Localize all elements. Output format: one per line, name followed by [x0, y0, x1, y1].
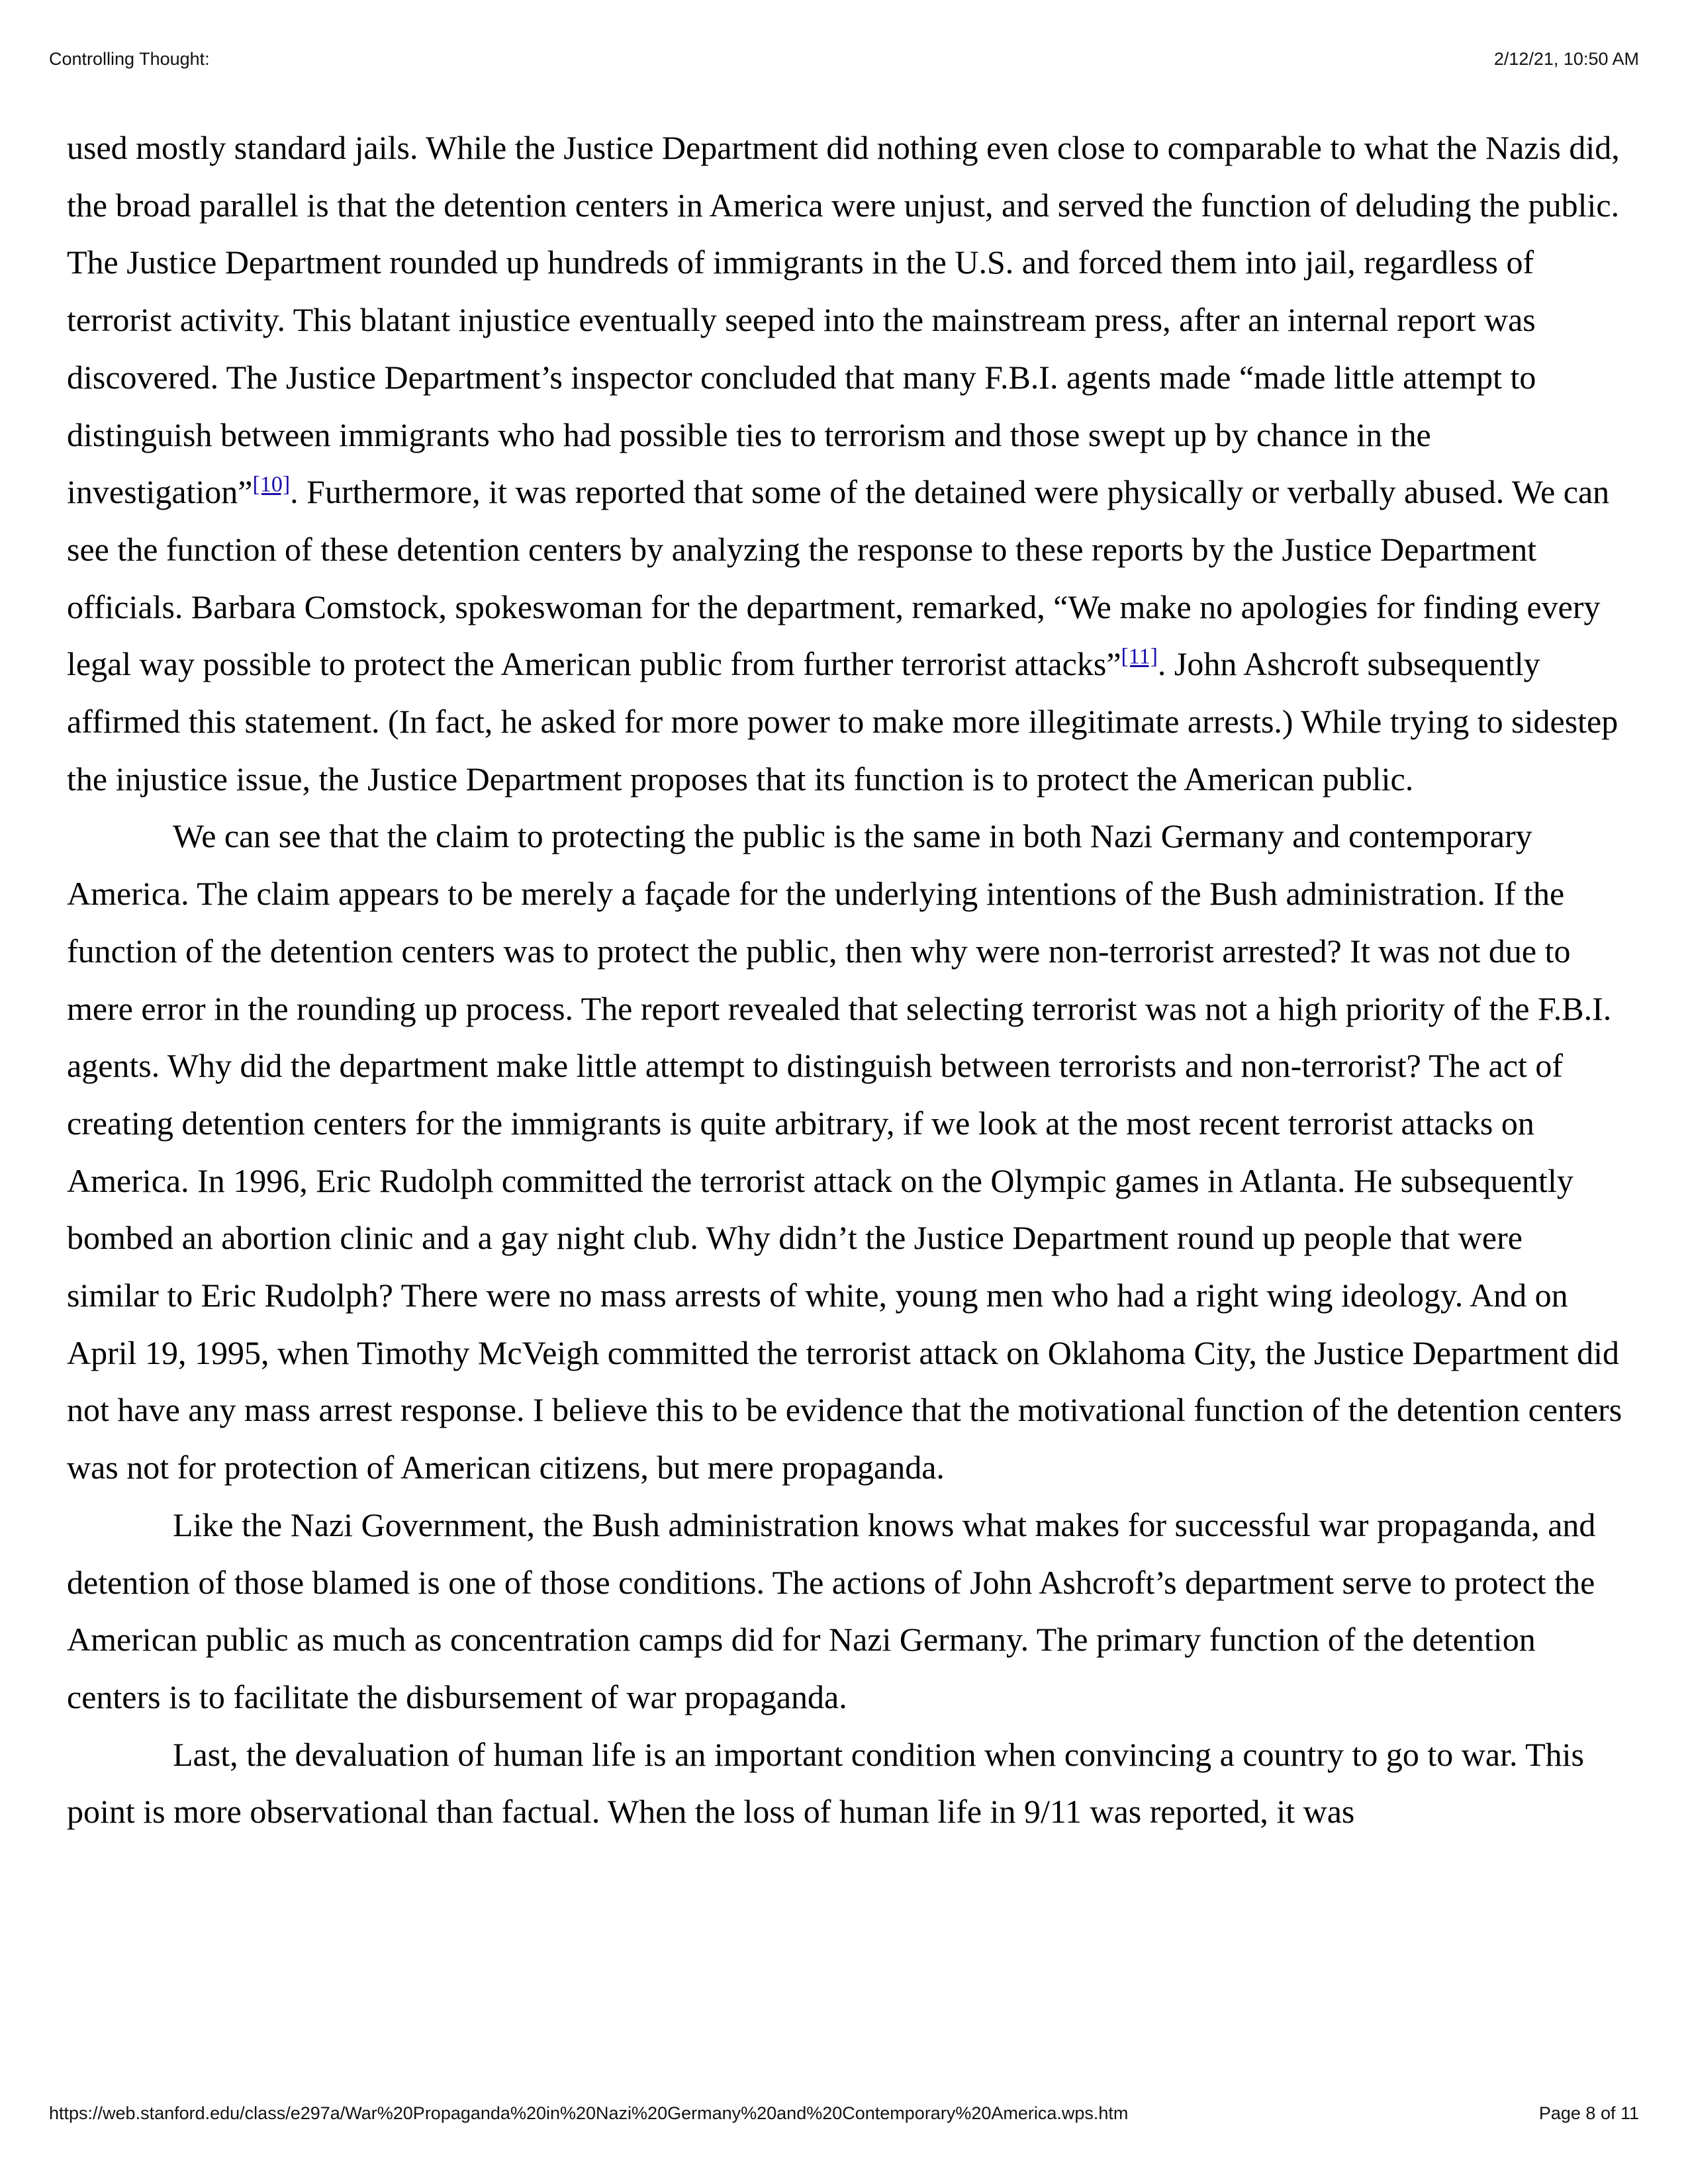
print-header	[49, 49, 1639, 75]
footnote-link-10[interactable]: [10]	[252, 472, 291, 497]
paragraph-nazi-government: Like the Nazi Government, the Bush administration knows what makes for successful war propaganda, and detention of those blamed is one of those conditions. The actions of John Ashcroft’s department serve to protect the American public as much as concentration camps did for Nazi Germany. The primary function of the detention centers is to facilitate the disbursement of war propaganda.	[67, 1506, 1596, 1715]
footnote-ref	[253, 473, 291, 497]
paragraph-text: . John Ashcroft subsequently affirmed this statement. (In fact, he asked for more power to make more illegitimate arrests.) While trying to sidestep the injustice issue, the Justice Department proposes that its function is to protect the American public.	[67, 645, 1618, 797]
print-footer	[49, 2103, 1639, 2130]
paragraph-protecting-public: We can see that the claim to protecting the public is the same in both Nazi Germany and contemporary America. The claim appears to be merely a façade for the underlying intentions of the Bush administration. If the function of the detention centers was to protect the public, then why were non-terrorist arrested? It was not due to mere error in the rounding up process. The report revealed that selecting terrorist was not a high priority of the F.B.I. agents. Why did the department make little attempt to distinguish between terrorists and non-terrorist? The act of creating detention centers for the immigrants is quite arbitrary, if we look at the most recent terrorist attacks on America. In 1996, Eric Rudolph committed the terrorist attack on the Olympic games in Atlanta. He subsequently bombed an abortion clinic and a gay night club. Why didn’t the Justice Department round up people that were similar to Eric Rudolph? There were no mass arrests of white, young men who had a right wing ideology. And on April 19, 1995, when Timothy McVeigh committed the terrorist attack on Oklahoma City, the Justice Department did not have any mass arrest response. I believe this to be evidence that the motivational function of the detention centers was not for protection of American citizens, but mere propaganda.	[67, 817, 1622, 1486]
article-body	[67, 119, 1622, 1841]
paragraph-text: used mostly standard jails. While the Justice Department did nothing even close to comparable to what the Nazis did, the broad parallel is that the detention centers in America were unjust, and served the function of deluding the public. The Justice Department rounded up hundreds of immigrants in the U.S. and forced them into jail, regardless of terrorist activity. This blatant injustice eventually seeped into the mainstream press, after an internal report was discovered. The Justice Department’s inspector concluded that many F.B.I. agents made “made little attempt to distinguish between immigrants who had possible ties to terrorism and those swept up by chance in the investigation”	[67, 129, 1620, 511]
paragraph-devaluation: Last, the devaluation of human life is an important condition when convincing a country to go to war. This point is more observational than factual. When the loss of human life in 9/11 was reported, it was	[67, 1735, 1584, 1831]
page-title: Controlling Thought:	[49, 49, 210, 69]
paragraph-text: . Furthermore, it was reported that some of the detained were physically or verbally abused. We can see the function of these detention centers by analyzing the response to these reports by the Justice Department officials. Barbara Comstock, spokeswoman for the department, remarked, “We make no apologies for finding every legal way possible to protect the American public from further terrorist attacks”	[67, 473, 1610, 683]
print-datetime: 2/12/21, 10:50 AM	[1493, 49, 1639, 69]
footnote-ref	[1121, 645, 1158, 669]
page-number: Page 8 of 11	[1538, 2103, 1639, 2123]
footnote-link-11[interactable]: [11]	[1121, 644, 1158, 669]
page-url: https://web.stanford.edu/class/e297a/War%20Propaganda%20in%20Nazi%20Germany%20and%20Contemporary%20America.wps.htm	[49, 2103, 1129, 2123]
paragraph-detention-centers	[67, 119, 1622, 807]
